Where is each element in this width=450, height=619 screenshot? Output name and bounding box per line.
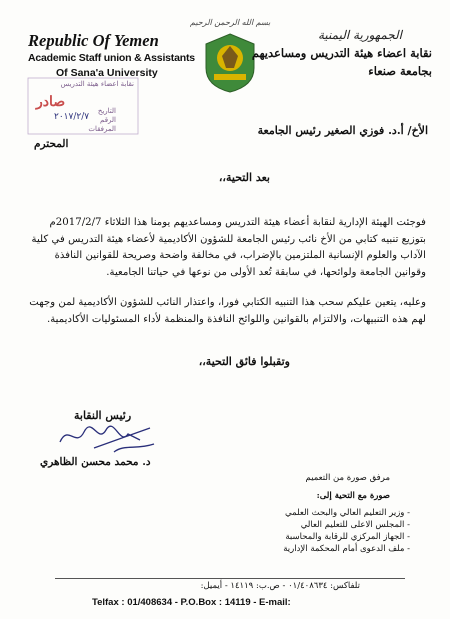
footer-english-contact: Telfax : 01/408634 - P.O.Box : 14119 - E-mail: <box>92 597 291 608</box>
handwritten-stamp-date: ٢٠١٧/٢/٧ <box>54 112 90 122</box>
body-paragraph-1: فوجئت الهيئة الإدارية لنقابة أعضاء هيئة التدريس ومساعديهم يومنا هذا الثلاثاء 2017/2/7م بتوزيع تنبيه كتابي من الأخ نائب رئيس الجامعة للشؤون الأكاديمية لأعضاء هيئة التدريس في كلية الآداب والعلوم الإنسانية الملتزمين بالإضراب، في مخالفة واضحة وصريحة للقوانين النافذة وقوانين الجامعة ولوائحها، في سابقة تُعد الأولى من نوعها في حياتنا الجامعية. <box>31 217 426 278</box>
signatory-name: د. محمد محسن الظاهري <box>40 456 151 468</box>
signature-scribble-icon <box>54 418 164 456</box>
basmala-calligraphy: بسم الله الرحمن الرحيم <box>190 18 271 27</box>
list-item: - وزير التعليم العالي والبحث العلمي <box>150 507 410 519</box>
attachment-note: مرفق صورة من التعميم <box>305 473 390 483</box>
stamp-attachments-label: المرفقات <box>88 125 116 133</box>
respected-label: المحترم <box>34 138 69 150</box>
arabic-republic-title: الجمهورية اليمنية <box>318 28 403 42</box>
body-paragraph-2: وعليه، يتعين عليكم سحب هذا التنبيه الكتابي فورا، واعتذار النائب للشؤون الأكاديمية لمن وجهت لهم هذه التنبيهات، والالتزام بالقوانين واللوائح النافذة والمنظمة لأداء المسئوليات الأكاديمية. <box>29 297 426 325</box>
stamp-number-label: الرقم <box>100 116 116 124</box>
arabic-university-name: بجامعة صنعاء <box>368 64 432 78</box>
arabic-union-name: نقابة اعضاء هيئة التدريس ومساعديهم <box>251 46 432 60</box>
closing-line: وتقبلوا فائق التحية،، <box>198 355 290 368</box>
cc-list <box>150 507 410 555</box>
addressee: الأخ/ أ.د. فوزي الصغير رئيس الجامعة <box>257 124 428 137</box>
cc-heading: صورة مع التحية إلى: <box>316 491 390 501</box>
handwritten-signature <box>54 418 164 456</box>
signatory-title: رئيس النقابة <box>74 409 132 422</box>
addressee-line <box>28 124 428 137</box>
english-union-name: Academic Staff union & Assistants <box>28 52 195 64</box>
english-title: Republic Of Yemen <box>28 31 159 50</box>
seal-emblem-icon <box>200 30 260 94</box>
greeting: بعد التحية،، <box>218 171 270 184</box>
footer-divider <box>55 578 405 579</box>
footer-arabic-contact: تلفاكس: ٠١/٤٠٨٦٣٤ - ص.ب: ١٤١١٩ - أيميل: <box>200 581 360 591</box>
stamp-union-line: نقابة اعضاء هيئة التدريس <box>60 80 134 88</box>
list-item: - المجلس الاعلى للتعليم العالي <box>150 519 410 531</box>
stamp-outgoing-label: صادر <box>36 94 66 110</box>
list-item: - ملف الدعوى أمام المحكمة الإدارية <box>150 543 410 555</box>
english-university-name: Of Sana'a University <box>56 67 158 79</box>
list-item: - الجهاز المركزي للرقابة والمحاسبة <box>150 531 410 543</box>
stamp-date-label: التاريخ <box>97 107 116 115</box>
union-seal <box>200 30 260 94</box>
